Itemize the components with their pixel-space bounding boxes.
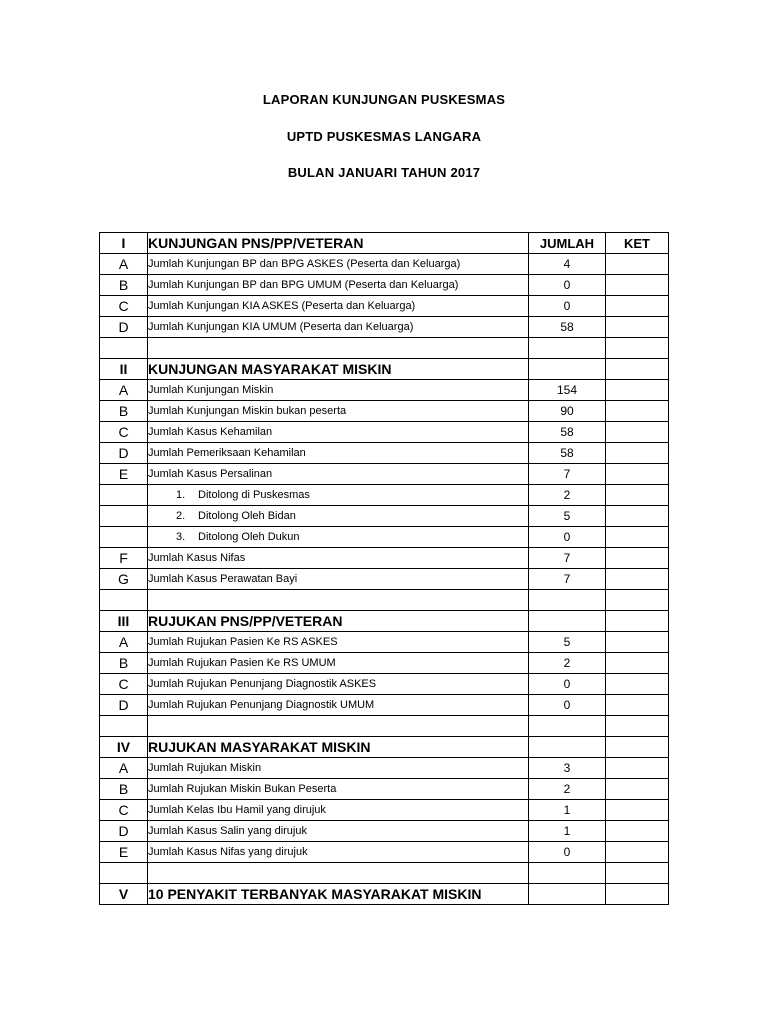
row-jumlah: 1: [529, 821, 606, 842]
sub-item-label: Ditolong di Puskesmas: [198, 489, 310, 501]
row-ket: [606, 695, 669, 716]
row-jumlah: 0: [529, 296, 606, 317]
row-code: [100, 338, 148, 359]
row-ket: [606, 506, 669, 527]
row-description: Jumlah Rujukan Penunjang Diagnostik UMUM: [148, 695, 529, 716]
sub-item-number: 1.: [176, 489, 186, 501]
row-jumlah: 58: [529, 443, 606, 464]
row-description: Jumlah Rujukan Miskin: [148, 758, 529, 779]
row-ket: [606, 359, 669, 380]
table-row: [100, 506, 669, 527]
section-title: 10 PENYAKIT TERBANYAK MASYARAKAT MISKIN: [148, 884, 529, 905]
row-jumlah: 5: [529, 632, 606, 653]
row-jumlah: [529, 359, 606, 380]
section-title: KUNJUNGAN MASYARAKAT MISKIN: [148, 359, 529, 380]
row-description: [148, 338, 529, 359]
sub-item-label: Ditolong Oleh Bidan: [198, 510, 296, 522]
table-row: [100, 422, 669, 443]
report-table-body: [100, 233, 669, 905]
row-code: A: [100, 632, 148, 653]
row-ket: [606, 821, 669, 842]
row-jumlah: 4: [529, 254, 606, 275]
row-description: Jumlah Kunjungan KIA ASKES (Peserta dan Keluarga): [148, 296, 529, 317]
row-ket: [606, 485, 669, 506]
row-jumlah: 0: [529, 842, 606, 863]
section-number: V: [100, 884, 148, 905]
row-jumlah: 2: [529, 779, 606, 800]
row-ket: [606, 611, 669, 632]
section-header-row: [100, 359, 669, 380]
row-ket: [606, 779, 669, 800]
row-ket: [606, 548, 669, 569]
report-title: LAPORAN KUNJUNGAN PUSKESMAS: [262, 92, 506, 107]
row-code: A: [100, 380, 148, 401]
table-row: [100, 485, 669, 506]
table-row: [100, 674, 669, 695]
row-description: Jumlah Kunjungan Miskin bukan peserta: [148, 401, 529, 422]
table-row: [100, 842, 669, 863]
table-row: [100, 653, 669, 674]
row-jumlah: 1: [529, 800, 606, 821]
column-header-ket: KET: [606, 233, 669, 254]
row-jumlah: 3: [529, 758, 606, 779]
row-ket: [606, 317, 669, 338]
row-code: D: [100, 821, 148, 842]
row-ket: [606, 443, 669, 464]
column-header-jumlah: JUMLAH: [529, 233, 606, 254]
row-code: C: [100, 422, 148, 443]
row-ket: [606, 758, 669, 779]
row-description: Jumlah Kasus Kehamilan: [148, 422, 529, 443]
row-jumlah: 0: [529, 695, 606, 716]
row-code: E: [100, 464, 148, 485]
table-row: [100, 296, 669, 317]
row-jumlah: [529, 590, 606, 611]
row-ket: [606, 863, 669, 884]
row-description: [148, 716, 529, 737]
table-row: [100, 443, 669, 464]
row-description: Jumlah Kasus Persalinan: [148, 464, 529, 485]
sub-item-number: 3.: [176, 531, 186, 543]
table-row: [100, 527, 669, 548]
table-row: [100, 758, 669, 779]
row-description: Jumlah Rujukan Pasien Ke RS ASKES: [148, 632, 529, 653]
row-jumlah: [529, 716, 606, 737]
row-ket: [606, 842, 669, 863]
row-code: C: [100, 296, 148, 317]
row-code: A: [100, 758, 148, 779]
row-code: B: [100, 401, 148, 422]
table-row: [100, 548, 669, 569]
row-description: Jumlah Pemeriksaan Kehamilan: [148, 443, 529, 464]
row-jumlah: 5: [529, 506, 606, 527]
row-jumlah: 58: [529, 317, 606, 338]
row-code: F: [100, 548, 148, 569]
section-number: I: [100, 233, 148, 254]
row-ket: [606, 653, 669, 674]
row-ket: [606, 380, 669, 401]
row-code: G: [100, 569, 148, 590]
row-description: Jumlah Kasus Salin yang dirujuk: [148, 821, 529, 842]
table-row-blank: [100, 863, 669, 884]
row-description: [148, 485, 529, 506]
row-description: Jumlah Rujukan Penunjang Diagnostik ASKES: [148, 674, 529, 695]
row-code: B: [100, 275, 148, 296]
row-ket: [606, 527, 669, 548]
row-ket: [606, 422, 669, 443]
row-description: [148, 506, 529, 527]
row-description: [148, 590, 529, 611]
row-code: D: [100, 317, 148, 338]
section-number: II: [100, 359, 148, 380]
row-ket: [606, 632, 669, 653]
row-description: Jumlah Kasus Nifas: [148, 548, 529, 569]
report-subtitle-period: BULAN JANUARI TAHUN 2017: [287, 165, 481, 180]
table-row-blank: [100, 338, 669, 359]
table-row: [100, 695, 669, 716]
table-row: [100, 275, 669, 296]
row-ket: [606, 674, 669, 695]
table-row: [100, 632, 669, 653]
section-header-row: [100, 611, 669, 632]
row-jumlah: 154: [529, 380, 606, 401]
table-row-blank: [100, 590, 669, 611]
section-title: RUJUKAN PNS/PP/VETERAN: [148, 611, 529, 632]
sub-item-number: 2.: [176, 510, 186, 522]
table-row-blank: [100, 716, 669, 737]
row-ket: [606, 800, 669, 821]
table-row: [100, 317, 669, 338]
section-header-row: [100, 233, 669, 254]
row-jumlah: 7: [529, 464, 606, 485]
section-header-row: [100, 884, 669, 905]
row-code: [100, 527, 148, 548]
row-code: D: [100, 443, 148, 464]
row-ket: [606, 401, 669, 422]
table-row: [100, 821, 669, 842]
row-jumlah: 90: [529, 401, 606, 422]
row-jumlah: 7: [529, 569, 606, 590]
row-ket: [606, 275, 669, 296]
row-code: [100, 590, 148, 611]
row-ket: [606, 338, 669, 359]
row-description: Jumlah Rujukan Miskin Bukan Peserta: [148, 779, 529, 800]
table-row: [100, 254, 669, 275]
report-subtitle-facility: UPTD PUSKESMAS LANGARA: [286, 129, 482, 144]
row-code: C: [100, 674, 148, 695]
row-code: B: [100, 653, 148, 674]
sub-item-label: Ditolong Oleh Dukun: [198, 531, 300, 543]
table-row: [100, 401, 669, 422]
row-code: C: [100, 800, 148, 821]
row-code: A: [100, 254, 148, 275]
section-title: RUJUKAN MASYARAKAT MISKIN: [148, 737, 529, 758]
section-title: KUNJUNGAN PNS/PP/VETERAN: [148, 233, 529, 254]
row-jumlah: [529, 338, 606, 359]
row-code: [100, 506, 148, 527]
row-ket: [606, 296, 669, 317]
row-ket: [606, 464, 669, 485]
section-number: IV: [100, 737, 148, 758]
row-description: Jumlah Kunjungan BP dan BPG UMUM (Peserta dan Keluarga): [148, 275, 529, 296]
section-header-row: [100, 737, 669, 758]
row-description: Jumlah Kasus Nifas yang dirujuk: [148, 842, 529, 863]
row-ket: [606, 569, 669, 590]
row-jumlah: [529, 863, 606, 884]
row-description: [148, 863, 529, 884]
report-table: [99, 232, 669, 905]
row-description: Jumlah Rujukan Pasien Ke RS UMUM: [148, 653, 529, 674]
table-row: [100, 779, 669, 800]
row-jumlah: [529, 611, 606, 632]
row-jumlah: 0: [529, 275, 606, 296]
row-code: [100, 485, 148, 506]
row-description: Jumlah Kasus Perawatan Bayi: [148, 569, 529, 590]
row-ket: [606, 737, 669, 758]
row-ket: [606, 590, 669, 611]
table-row: [100, 380, 669, 401]
row-code: D: [100, 695, 148, 716]
row-jumlah: 2: [529, 485, 606, 506]
row-code: [100, 863, 148, 884]
row-code: E: [100, 842, 148, 863]
table-row: [100, 464, 669, 485]
row-code: [100, 716, 148, 737]
row-ket: [606, 884, 669, 905]
table-row: [100, 800, 669, 821]
row-jumlah: 58: [529, 422, 606, 443]
table-row: [100, 569, 669, 590]
row-jumlah: 2: [529, 653, 606, 674]
row-description: Jumlah Kunjungan BP dan BPG ASKES (Peserta dan Keluarga): [148, 254, 529, 275]
row-description: Jumlah Kunjungan Miskin: [148, 380, 529, 401]
row-jumlah: 0: [529, 674, 606, 695]
row-code: B: [100, 779, 148, 800]
row-jumlah: 0: [529, 527, 606, 548]
row-description: Jumlah Kelas Ibu Hamil yang dirujuk: [148, 800, 529, 821]
row-ket: [606, 254, 669, 275]
row-jumlah: [529, 737, 606, 758]
section-number: III: [100, 611, 148, 632]
row-description: [148, 527, 529, 548]
row-ket: [606, 716, 669, 737]
row-description: Jumlah Kunjungan KIA UMUM (Peserta dan Keluarga): [148, 317, 529, 338]
row-jumlah: 7: [529, 548, 606, 569]
row-jumlah: [529, 884, 606, 905]
